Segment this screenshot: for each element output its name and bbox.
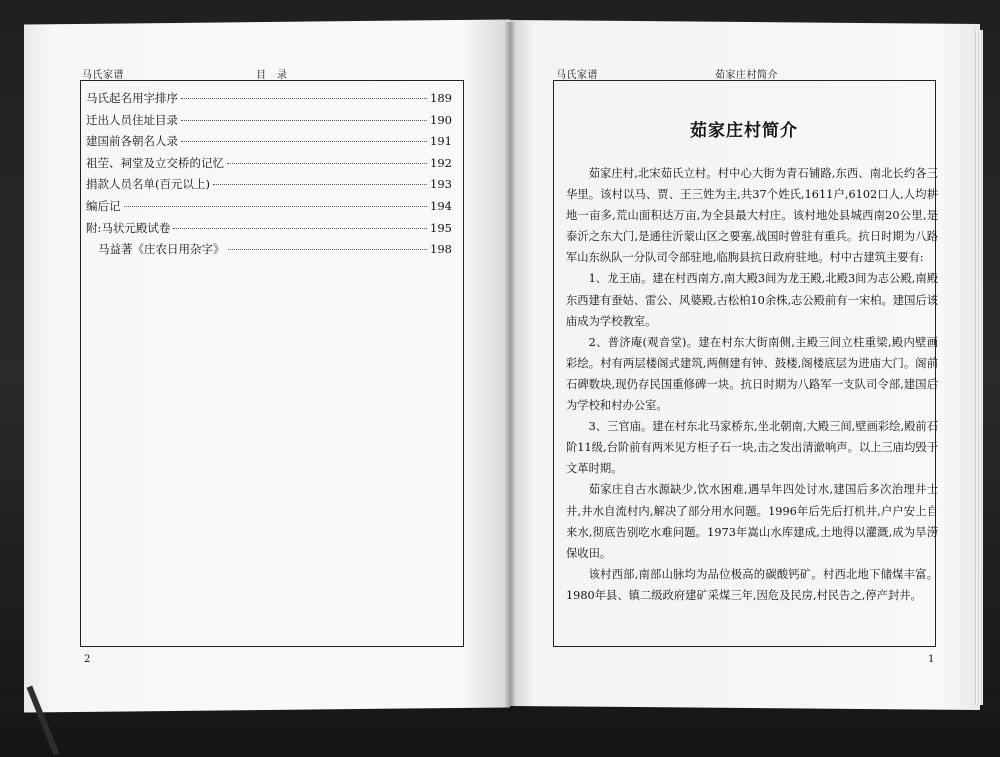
book-spine (505, 22, 515, 712)
toc-leader (227, 163, 427, 164)
toc-label: 迁出人员住址目录 (86, 112, 178, 127)
toc-page: 192 (430, 155, 452, 170)
toc-label: 捐款人员名单(百元以上) (86, 177, 210, 192)
right-page-number: 1 (928, 654, 935, 665)
right-header-section: 茹家庄村简介 (715, 70, 778, 81)
toc-label: 附:马状元殿试卷 (86, 220, 171, 235)
paragraph: 3、三官庙。建在村东北马家桥东,坐北朝南,大殿三间,壁画彩绘,殿前石阶11级,台阶前有两米见方柜子石一块,击之发出清澈响声。以上三庙均毁于文革时期。 (566, 420, 938, 476)
right-header-title: 马氏家谱 (556, 70, 598, 81)
table-of-contents (86, 90, 452, 263)
toc-row[interactable] (86, 155, 452, 177)
toc-label: 建国前各朝名人录 (86, 134, 178, 149)
left-header-section: 目 录 (256, 70, 288, 81)
paragraph: 茹家庄村,北宋茹氏立村。村中心大街为青石铺路,东西、南北长约各三华里。该村以马、贾、王三姓为主,共37个姓氏,1611户,6102口人,人均耕地一亩多,荒山面积达万亩,为全县最大村庄。该村地处县城西南20公里,是泰沂之东大门,是通往沂蒙山区之要塞,战国时曾驻有重兵。抗日时期为八路军山东纵队一分队司令部驻地,临朐县抗日政府驻地。村中古建筑主要有: (566, 167, 938, 265)
toc-page: 195 (430, 220, 452, 235)
toc-row[interactable] (86, 90, 452, 112)
toc-leader (181, 141, 427, 142)
paragraph: 1、龙王庙。建在村西南方,南大殿3间为龙王殿,北殿3间为志公殿,南殿东西建有蚕姑、雷公、风婆殿,古松柏10余株,志公殿前有一宋柏。建国后该庙成为学校教室。 (566, 272, 938, 328)
toc-leader (181, 98, 427, 99)
toc-label: 马氏起名用字排序 (86, 91, 178, 105)
toc-row[interactable] (86, 133, 452, 155)
toc-leader (173, 228, 427, 229)
toc-row[interactable] (86, 198, 452, 220)
toc-label: 编后记 (86, 198, 121, 213)
page-edges (975, 30, 983, 705)
toc-row[interactable] (86, 241, 452, 263)
toc-leader (228, 249, 428, 250)
paragraph: 该村西部,南部山脉均为品位极高的碳酸钙矿。村西北地下储煤丰富。1980年县、镇二级政府建矿采煤三年,因危及民房,村民告之,停产封井。 (566, 567, 938, 602)
paragraph: 茹家庄自古水源缺少,饮水困难,遇旱年四处讨水,建国后多次治理井士井,井水自流村内,解决了部分用水问题。1996年后先后打机井,户户安上自来水,彻底告别吃水难问题。1973年嵩山水库建成,土地得以灌溉,成为旱涝保收田。 (566, 483, 938, 560)
toc-row[interactable] (86, 176, 452, 198)
article-body (566, 163, 938, 606)
toc-page: 198 (430, 242, 452, 257)
toc-page: 191 (430, 134, 452, 149)
toc-label: 马益著《庄农日用杂字》 (98, 242, 225, 257)
toc-label: 祖茔、祠堂及立交桥的记忆 (86, 155, 224, 170)
toc-page: 190 (430, 112, 452, 127)
toc-leader (213, 184, 427, 185)
left-page-number: 2 (84, 654, 91, 665)
toc-page: 193 (430, 177, 452, 192)
toc-leader (181, 120, 427, 121)
toc-row[interactable] (86, 220, 452, 242)
toc-row[interactable] (86, 112, 452, 134)
article-title: 茹家庄村简介 (690, 121, 798, 141)
left-header-title: 马氏家谱 (82, 70, 124, 81)
toc-page: 189 (430, 91, 452, 105)
toc-page: 194 (430, 198, 452, 213)
paragraph: 2、普济庵(观音堂)。建在村东大街南侧,主殿三间立柱重梁,殿内壁画彩绘。村有两层楼阁式建筑,两侧建有钟、鼓楼,阁楼底层为进庙大门。阁前石碑数块,现仍存民国重修碑一块。抗日时期为八路军一支队司令部,建国后为学校和村办公室。 (566, 335, 938, 413)
toc-leader (124, 206, 428, 207)
